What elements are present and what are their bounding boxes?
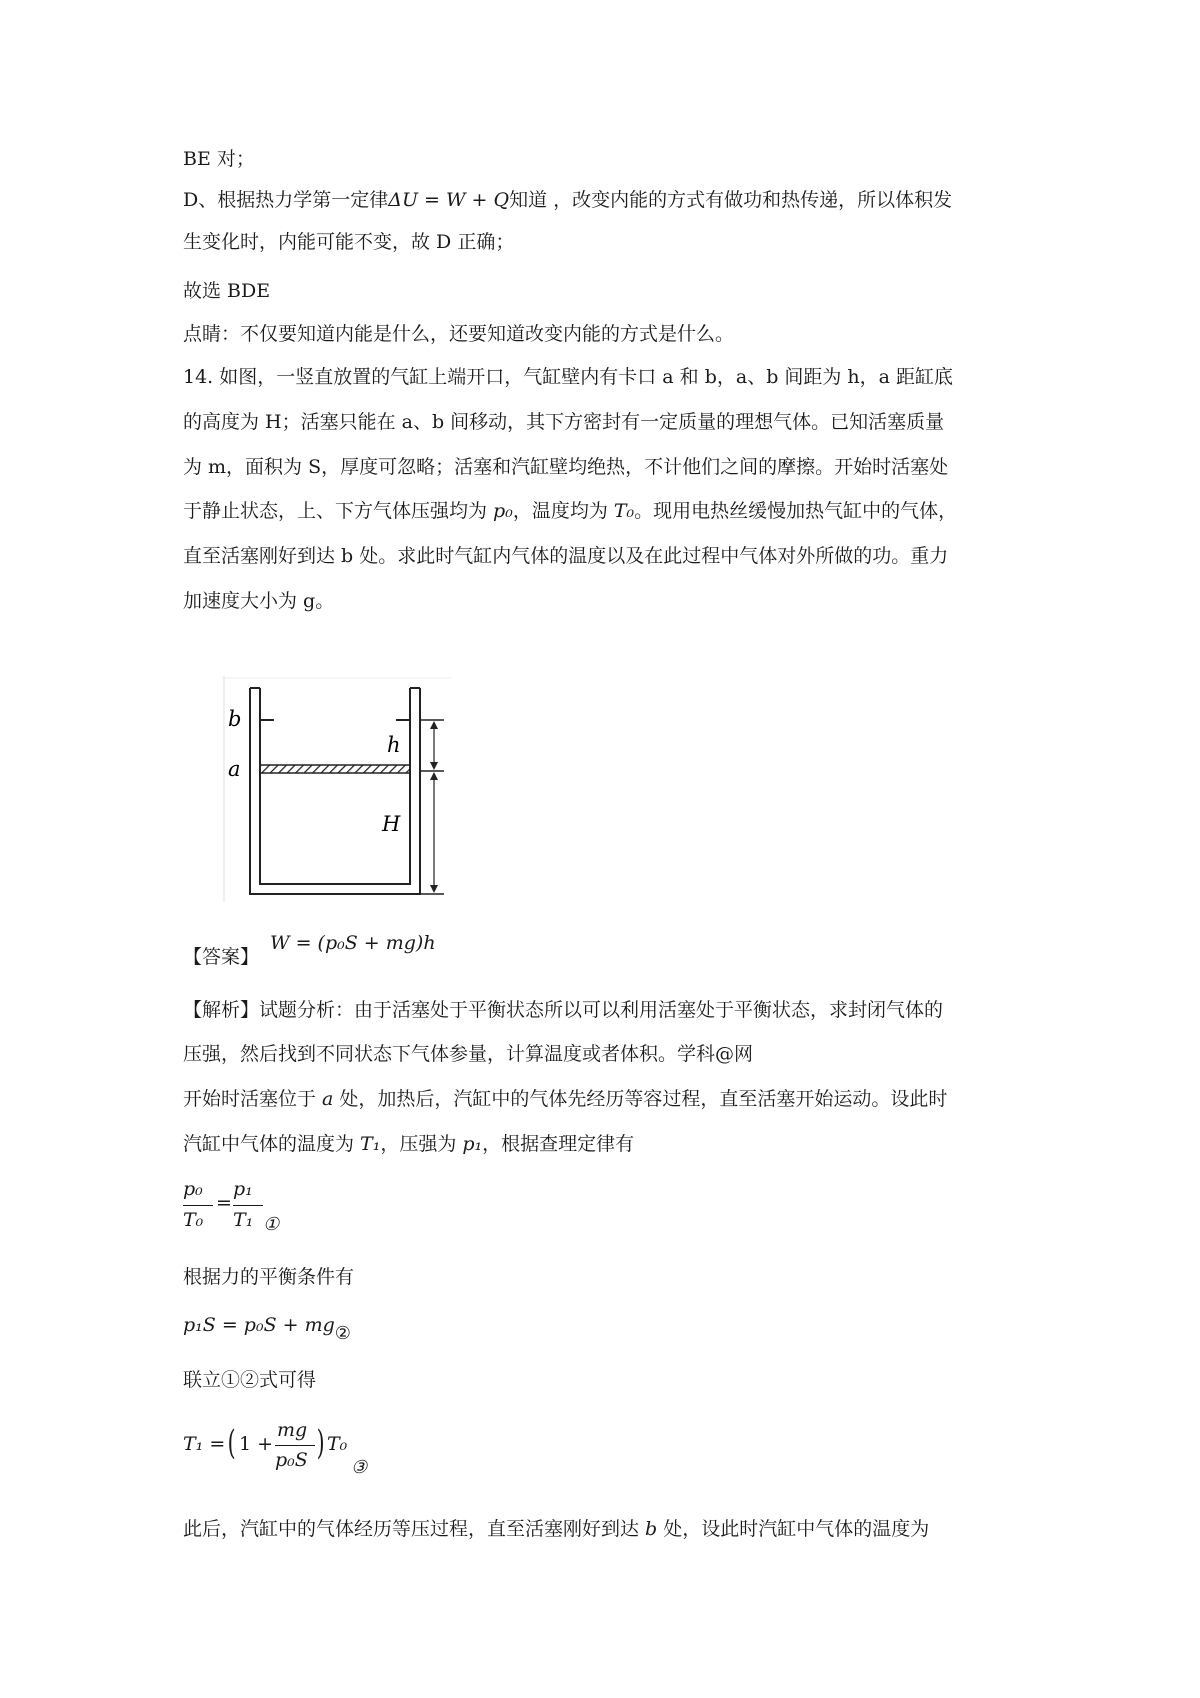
- arrow-head: [430, 772, 438, 780]
- question-line: 的高度为 H；活塞只能在 a、b 间移动，其下方密封有一定质量的理想气体。已知活塞质量: [183, 411, 945, 433]
- answer-line: [183, 944, 259, 970]
- fraction-bar: [183, 1205, 213, 1206]
- text-line: D、根据热力学第一定律ΔU = W + Q知道 ，改变内能的方式有做功和热传递，所以体积发: [183, 189, 953, 211]
- question-line: 为 m，面积为 S，厚度可忽略；活塞和汽缸壁均绝热，不计他们之间的摩擦。开始时活塞处: [183, 456, 949, 478]
- eq3-one: 1 +: [239, 1433, 274, 1455]
- var-T1: T₁: [360, 1133, 381, 1155]
- equation-2: [183, 1312, 351, 1344]
- arrow-head: [430, 721, 438, 729]
- question-line: 于静止状态，上、下方气体压强均为 p₀，温度均为 T₀。现用电热丝缓慢加热气缸中的气体，: [183, 500, 958, 522]
- text-line: 点睛：不仅要知道内能是什么，还要知道改变内能的方式是什么。: [183, 323, 735, 345]
- arrow-head: [430, 762, 438, 770]
- var-p1: p₁: [462, 1133, 483, 1155]
- question-line: 加速度大小为 g。: [183, 590, 335, 612]
- analysis-line: 开始时活塞位于 a 处，加热后，汽缸中的气体先经历等容过程，直至活塞开始运动。设此时: [183, 1088, 948, 1110]
- text-line: 故选 BDE: [183, 280, 271, 302]
- eq1-marker: ①: [263, 1214, 280, 1235]
- eq2-formula: p₁S = p₀S + mg: [183, 1314, 335, 1336]
- eq3-left: T₁ =: [183, 1433, 226, 1455]
- var-p0: p₀: [493, 500, 513, 522]
- analysis-line: 根据力的平衡条件有: [183, 1266, 355, 1288]
- label-H: H: [382, 812, 401, 836]
- paren-left: (: [227, 1423, 236, 1463]
- analysis-label: 【解析】: [183, 999, 260, 1021]
- eq1-numerator-left: p₀: [183, 1178, 203, 1200]
- var-T0: T₀: [613, 500, 635, 522]
- text-line: BE 对；: [183, 148, 255, 170]
- eq3-right: T₀: [327, 1433, 348, 1455]
- arrow-head: [430, 885, 438, 893]
- eq3-denominator: p₀S: [275, 1449, 308, 1471]
- equation-1: [183, 1176, 343, 1246]
- analysis-line: 此后，汽缸中的气体经历等压过程，直至活塞刚好到达 b 处，设此时汽缸中气体的温度为: [183, 1518, 930, 1540]
- fraction-bar: [233, 1205, 263, 1206]
- question-line: 14. 如图，一竖直放置的气缸上端开口，气缸壁内有卡口 a 和 b，a、b 间距为 h，a 距缸底: [183, 366, 954, 388]
- eq2-marker: ②: [334, 1323, 351, 1344]
- analysis-line: 压强，然后找到不同状态下气体参量，计算温度或者体积。学科@网: [183, 1043, 754, 1065]
- eq1-equals: =: [216, 1192, 232, 1214]
- analysis-line: 联立①②式可得: [183, 1369, 317, 1391]
- text-line: 生变化时，内能可能不变，故 D 正确；: [183, 231, 515, 253]
- var-a: a: [322, 1088, 334, 1110]
- analysis-line: 【解析】试题分析：由于活塞处于平衡状态所以可以利用活塞处于平衡状态，求封闭气体的: [183, 999, 944, 1021]
- eq1-numerator-right: p₁: [233, 1178, 253, 1200]
- paren-right: ): [316, 1423, 325, 1463]
- label-h: h: [387, 733, 401, 757]
- cylinder-inner-wall: [260, 688, 410, 884]
- first-law-formula: ΔU = W + Q: [388, 189, 510, 211]
- piston: [260, 765, 410, 773]
- analysis-line: 汽缸中气体的温度为 T₁，压强为 p₁，根据查理定律有: [183, 1133, 635, 1155]
- fraction-bar: [275, 1445, 315, 1446]
- equation-3: [183, 1411, 403, 1491]
- cylinder-diagram: [222, 676, 452, 902]
- eq1-denominator-left: T₀: [183, 1209, 204, 1231]
- eq3-numerator: mg: [277, 1419, 308, 1441]
- label-b: b: [228, 707, 242, 731]
- answer-label: 【答案】: [183, 946, 260, 968]
- cylinder-outer-wall: [250, 688, 420, 894]
- answer-formula: W = (p₀S + mg)h: [270, 932, 436, 954]
- label-a: a: [228, 757, 241, 781]
- eq1-denominator-right: T₁: [233, 1209, 254, 1231]
- question-line: 直至活塞刚好到达 b 处。求此时气缸内气体的温度以及在此过程中气体对外所做的功。重力: [183, 545, 949, 567]
- var-b: b: [645, 1518, 658, 1540]
- eq3-marker: ③: [351, 1457, 368, 1478]
